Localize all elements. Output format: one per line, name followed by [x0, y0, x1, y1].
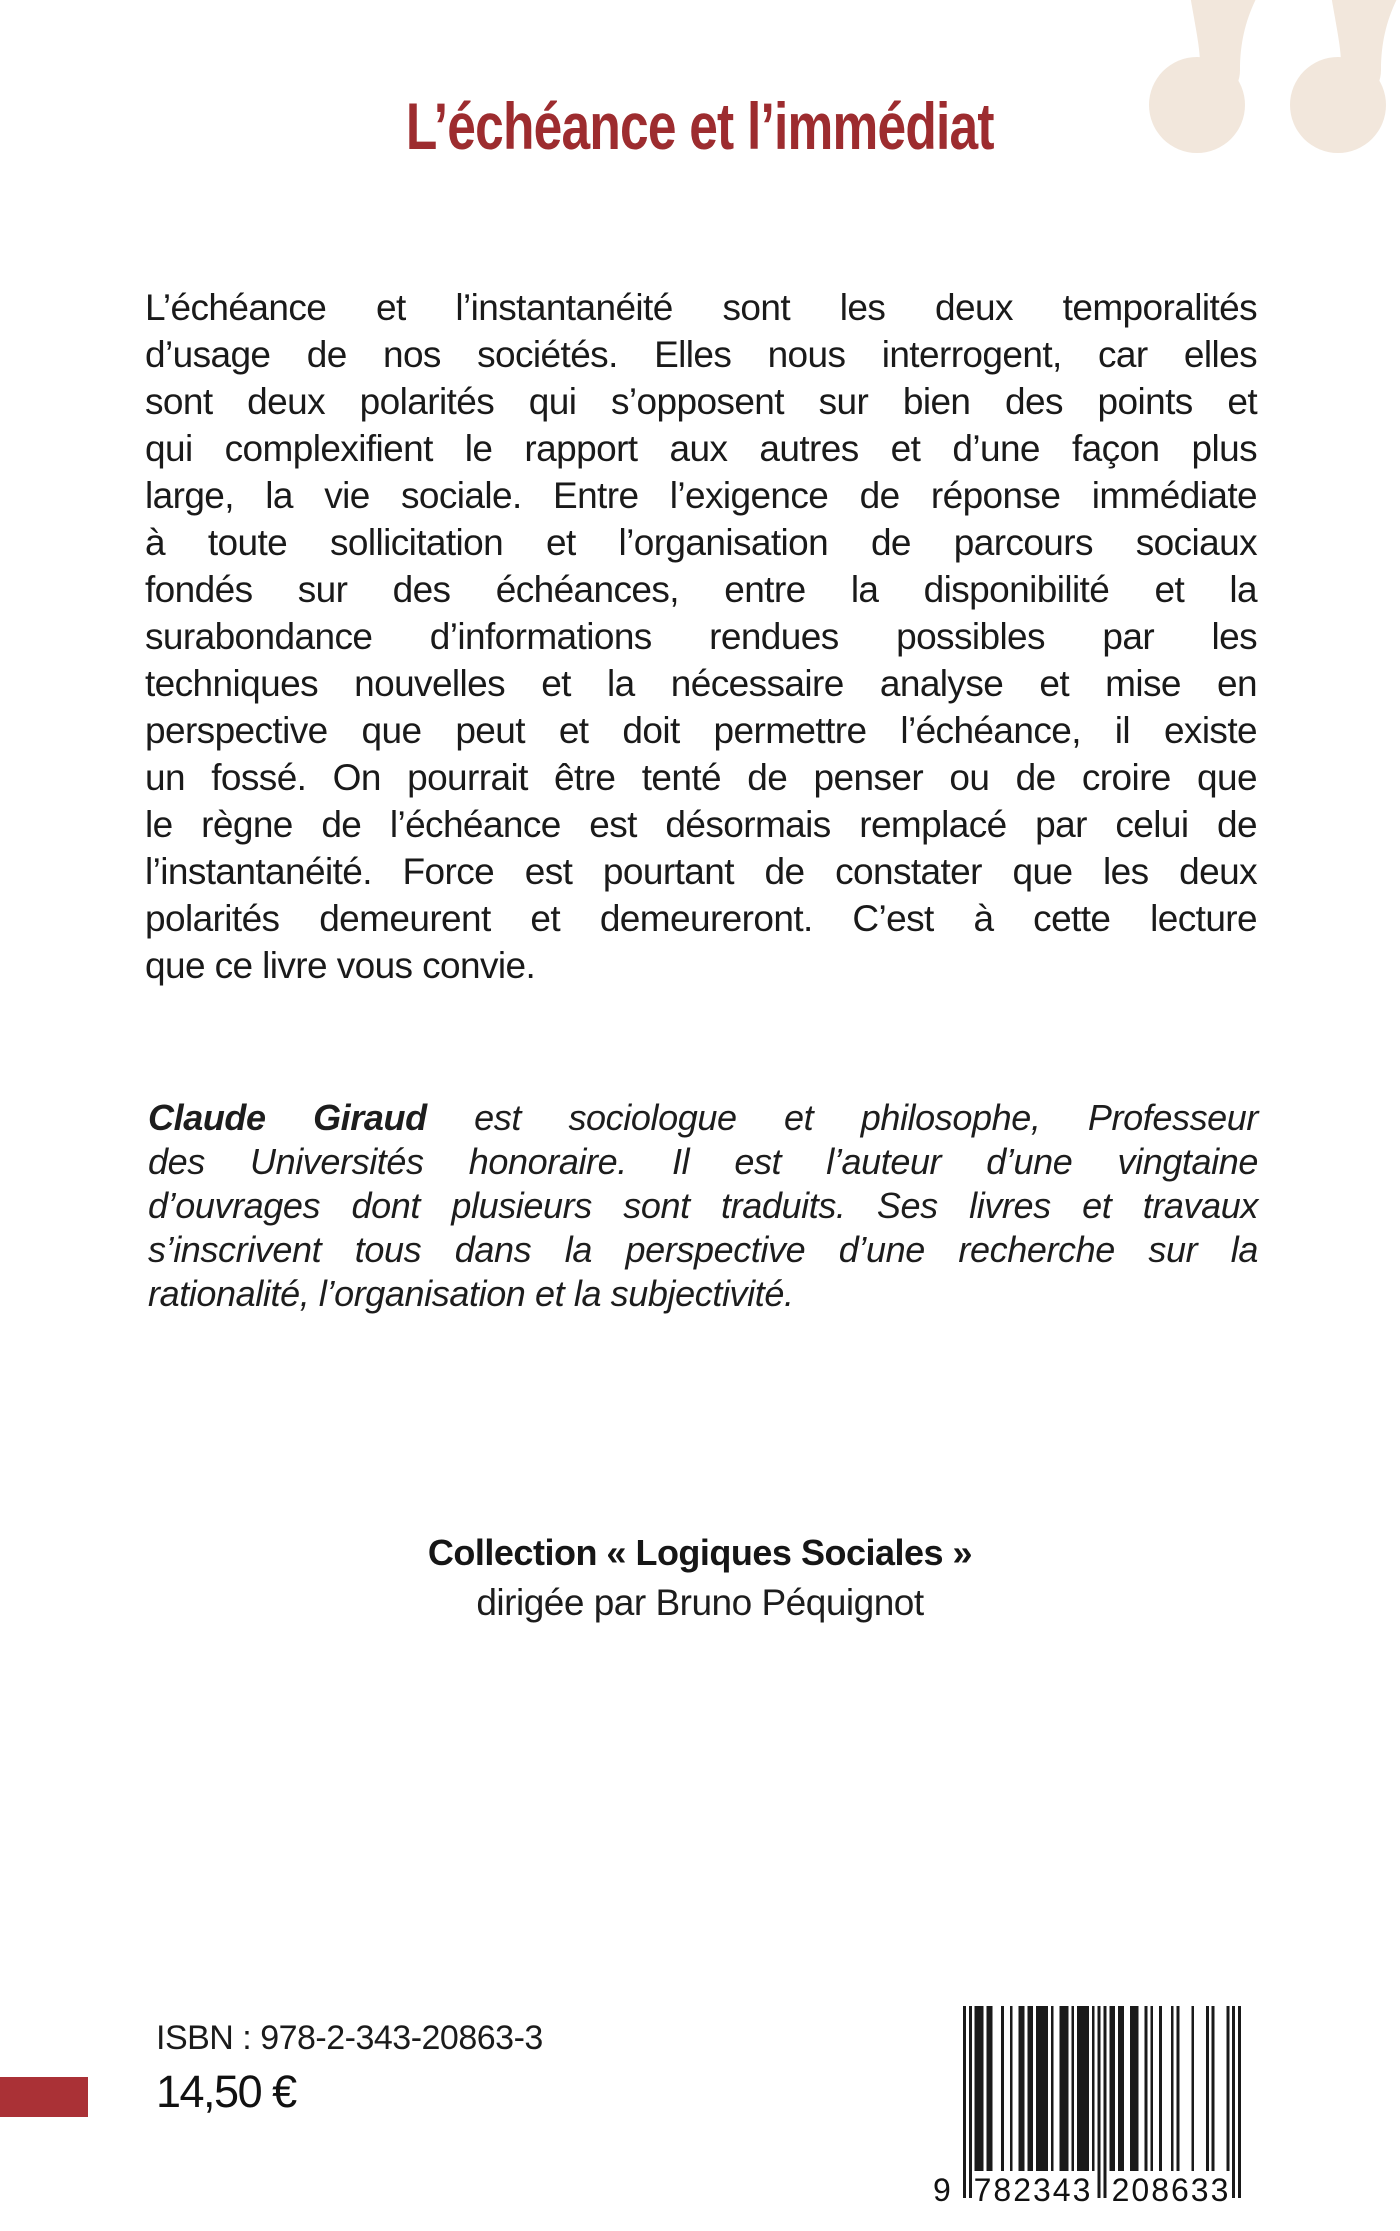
synopsis-line: le règne de l’échéance est désormais remplacé par celui de [145, 804, 1257, 845]
synopsis-line: surabondance d’informations rendues possibles par les [145, 616, 1257, 657]
synopsis-line: d’usage de nos sociétés. Elles nous interrogent, car elles [145, 334, 1257, 375]
barcode-digits [933, 2170, 1241, 2210]
synopsis-line: un fossé. On pourrait être tenté de penser ou de croire que [145, 757, 1257, 798]
synopsis-line: techniques nouvelles et la nécessaire analyse et mise en [145, 663, 1257, 704]
collection-director: dirigée par Bruno Péquignot [476, 1582, 924, 1623]
synopsis-line: fondés sur des échéances, entre la disponibilité et la [145, 569, 1257, 610]
bio-line [148, 1096, 1258, 1140]
collection-block [0, 1528, 1400, 1628]
synopsis-line: L’échéance et l’instantanéité sont les deux temporalités [145, 287, 1257, 328]
page-title: L’échéance et l’immédiat [406, 89, 994, 163]
synopsis-line: l’instantanéité. Force est pourtant de constater que les deux [145, 851, 1257, 892]
price-text: 14,50 € [156, 2066, 296, 2117]
bio-line-rest: est sociologue et philosophe, Professeur [474, 1097, 1259, 1138]
synopsis-line: large, la vie sociale. Entre l’exigence de réponse immédiate [145, 475, 1257, 516]
synopsis-line: qui complexifient le rapport aux autres et d’une façon plus [145, 428, 1257, 469]
author-name: Claude Giraud [148, 1097, 427, 1138]
bio-line: d’ouvrages dont plusieurs sont traduits. Ses livres et travaux [148, 1185, 1258, 1226]
bio-line: des Universités honoraire. Il est l’auteur d’une vingtaine [148, 1141, 1258, 1182]
author-bio [148, 1096, 1258, 1316]
barcode-digit-first: 9 [933, 2172, 951, 2208]
synopsis-line: polarités demeurent et demeureront. C’est à cette lecture [145, 898, 1257, 939]
synopsis-text [145, 284, 1257, 989]
bio-line: s’inscrivent tous dans la perspective d’une recherche sur la [148, 1229, 1258, 1270]
collection-name: Collection « Logiques Sociales » [427, 1532, 973, 1573]
isbn-text: ISBN : 978-2-343-20863-3 [156, 2019, 543, 2057]
bio-line: rationalité, l’organisation et la subjectivité. [148, 1273, 794, 1314]
synopsis-line: perspective que peut et doit permettre l’échéance, il existe [145, 710, 1257, 751]
title-row [0, 88, 1400, 164]
barcode-digits-right: 208633 [1111, 2172, 1231, 2208]
synopsis-line: à toute sollicitation et l’organisation de parcours sociaux [145, 522, 1257, 563]
synopsis-line: sont deux polarités qui s’opposent sur bien des points et [145, 381, 1257, 422]
synopsis-line: que ce livre vous convie. [145, 945, 536, 986]
red-accent-bar [0, 2077, 88, 2117]
barcode [933, 2006, 1241, 2211]
barcode-digits-left: 782343 [973, 2172, 1093, 2208]
